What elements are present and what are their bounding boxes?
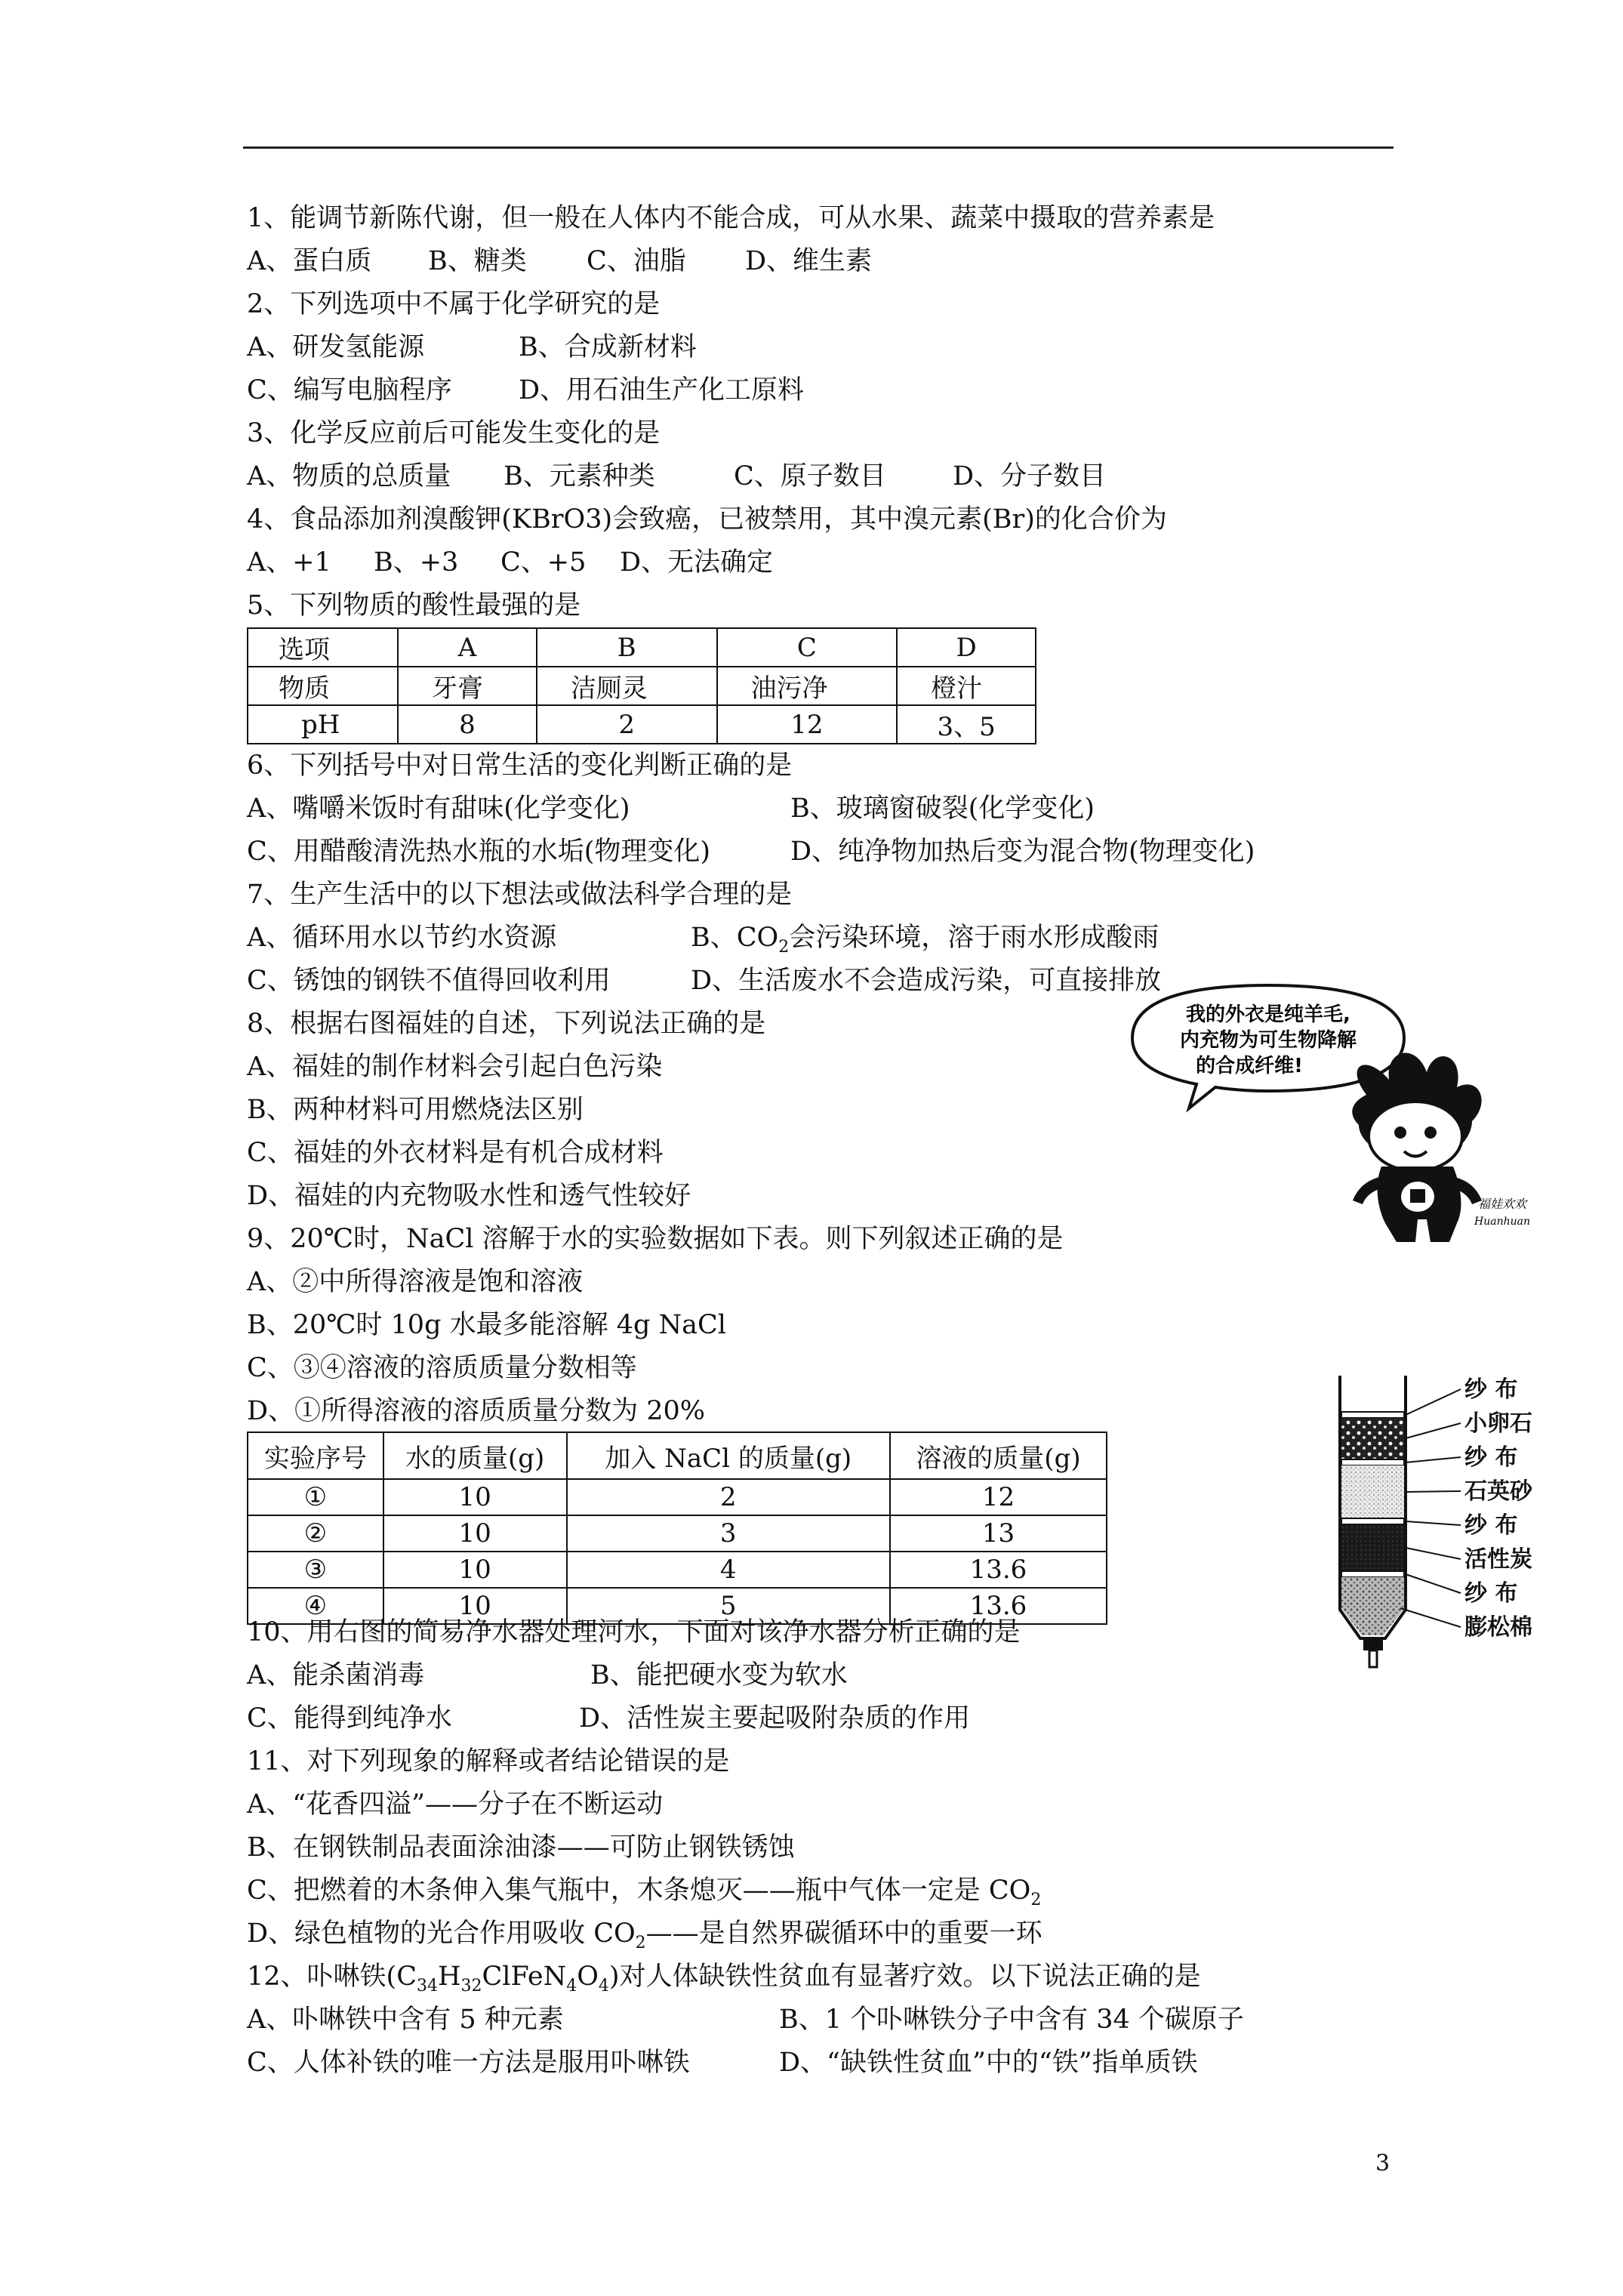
- q11-option-d: D、绿色植物的光合作用吸收 $CO_2——$是自然界碳循环中的重要一环: [247, 1918, 1042, 1952]
- q6-options-ab: A、嘴嚼米饭时有甜味(化学变化) B、玻璃窗破裂(化学变化): [247, 794, 1095, 824]
- bubble-line-3: 的合成纤维!: [1196, 1055, 1303, 1077]
- ph-table: [247, 627, 1036, 744]
- question-5: 5、下列物质的酸性最强的是: [247, 590, 581, 621]
- question-6: 6、下列括号中对日常生活的变化判断正确的是: [247, 750, 793, 781]
- q8-option-a: A、福娃的制作材料会引起白色污染: [247, 1052, 663, 1082]
- label-quartz-sand: 石英砂: [1464, 1478, 1532, 1505]
- question-10: 10、用右图的简易净水器处理河水，下面对该净水器分析正确的是: [247, 1617, 1021, 1647]
- question-11: 11、对下列现象的解释或者结论错误的是: [247, 1746, 730, 1777]
- q8-option-c: C、福娃的外衣材料是有机合成材料: [247, 1138, 664, 1168]
- label-pebbles: 小卵石: [1464, 1410, 1532, 1437]
- fuwa-figure: [1117, 982, 1540, 1253]
- question-8: 8、根据右图福娃的自述，下列说法正确的是: [247, 1009, 766, 1039]
- water-filter-diagram: [1313, 1367, 1563, 1669]
- label-gauze-3: 纱 布: [1464, 1512, 1518, 1539]
- question-3: 3、化学反应前后可能发生变化的是: [247, 418, 661, 448]
- water-filter-figure: [1313, 1367, 1563, 1669]
- table-row: 实验序号 水的质量(g) 加入 NaCl 的质量(g) 溶液的质量(g): [248, 1432, 1107, 1479]
- q9-option-d: D、①所得溶液的溶质质量分数为 20%: [247, 1396, 705, 1426]
- nacl-table: [247, 1432, 1107, 1625]
- label-activated-carbon: 活性炭: [1464, 1546, 1532, 1573]
- fuwa-signature: 福娃欢欢: [1477, 1197, 1527, 1211]
- table-row: 物质 牙膏 洁厕灵 油污净 橙汁: [248, 667, 1036, 705]
- q10-options-ab: A、能杀菌消毒 B、能把硬水变为软水: [247, 1660, 848, 1690]
- header-rule: [243, 146, 1394, 149]
- question-7: 7、生产生活中的以下想法或做法科学合理的是: [247, 880, 793, 910]
- q12-options-cd: C、人体补铁的唯一方法是服用卟啉铁 D、“缺铁性贫血”中的“铁”指单质铁: [247, 2048, 1198, 2078]
- q12-options-ab: A、卟啉铁中含有 5 种元素 B、1 个卟啉铁分子中含有 34 个碳原子: [247, 2005, 1244, 2035]
- q7-options-ab: A、循环用水以节约水资源 B、$CO_2$会污染环境，溶于雨水形成酸雨: [247, 923, 1160, 957]
- q9-option-b: B、20℃时 10g 水最多能溶解 4g NaCl: [247, 1310, 726, 1340]
- question-1: 1、能调节新陈代谢，但一般在人体内不能合成，可从水果、蔬菜中摄取的营养素是: [247, 203, 1215, 233]
- q1-options: A、蛋白质 B、糖类 C、油脂 D、维生素: [247, 246, 873, 276]
- question-4: 4、食品添加剂溴酸钾(KBrO3)会致癌，已被禁用，其中溴元素(Br)的化合价为: [247, 504, 1167, 535]
- table-row: ③ 10 4 13.6: [248, 1552, 1107, 1588]
- q4-options: A、+1 B、+3 C、+5 D、无法确定: [247, 547, 774, 578]
- table-row: ① 10 2 12: [248, 1479, 1107, 1515]
- q11-option-b: B、在钢铁制品表面涂油漆——可防止钢铁锈蚀: [247, 1832, 795, 1863]
- q10-options-cd: C、能得到纯净水 D、活性炭主要起吸附杂质的作用: [247, 1703, 971, 1734]
- q2-options-ab: A、研发氢能源 B、合成新材料: [247, 332, 697, 362]
- q6-options-cd: C、用醋酸清洗热水瓶的水垢(物理变化) D、纯净物加热后变为混合物(物理变化): [247, 837, 1255, 867]
- q3-options: A、物质的总质量 B、元素种类 C、原子数目 D、分子数目: [247, 461, 1107, 492]
- label-gauze-2: 纱 布: [1464, 1444, 1518, 1471]
- q9-option-a: A、②中所得溶液是饱和溶液: [247, 1267, 584, 1297]
- q9-option-c: C、③④溶液的溶质质量分数相等: [247, 1353, 637, 1383]
- fuwa-signature-sub: Huanhuan: [1474, 1216, 1530, 1228]
- label-gauze-1: 纱 布: [1464, 1376, 1518, 1403]
- question-12: 12、卟啉铁$(C_{34}H_{32}ClFeN_4O_4)$对人体缺铁性贫血有显著疗效。以下说法正确的是: [247, 1962, 1201, 1996]
- q11-option-c: C、把燃着的木条伸入集气瓶中，木条熄灭——瓶中气体一定是 $CO_2$: [247, 1875, 1042, 1909]
- q7-options-cd: C、锈蚀的钢铁不值得回收利用 D、生活废水不会造成污染，可直接排放: [247, 966, 1162, 996]
- bubble-line-1: 我的外衣是纯羊毛,: [1186, 1003, 1350, 1026]
- q2-options-cd: C、编写电脑程序 D、用石油生产化工原料: [247, 375, 805, 405]
- page-number: 3: [1375, 2150, 1390, 2177]
- q11-option-a: A、“花香四溢”——分子在不断运动: [247, 1789, 664, 1820]
- q8-option-d: D、福娃的内充物吸水性和透气性较好: [247, 1181, 691, 1211]
- table-row: 选项 A B C D: [248, 628, 1036, 667]
- q8-option-b: B、两种材料可用燃烧法区别: [247, 1095, 584, 1125]
- table-row: pH 8 2 12 3、5: [248, 705, 1036, 744]
- table-row: ② 10 3 13: [248, 1515, 1107, 1552]
- label-gauze-4: 纱 布: [1464, 1580, 1518, 1607]
- bubble-line-2: 内充物为可生物降解: [1179, 1029, 1357, 1052]
- fuwa-illustration: [1117, 982, 1540, 1253]
- question-2: 2、下列选项中不属于化学研究的是: [247, 289, 661, 319]
- label-cotton: 膨松棉: [1464, 1614, 1532, 1641]
- question-9: 9、20℃时，NaCl 溶解于水的实验数据如下表。则下列叙述正确的是: [247, 1224, 1064, 1254]
- table-row: ④ 10 5 13.6: [248, 1588, 1107, 1624]
